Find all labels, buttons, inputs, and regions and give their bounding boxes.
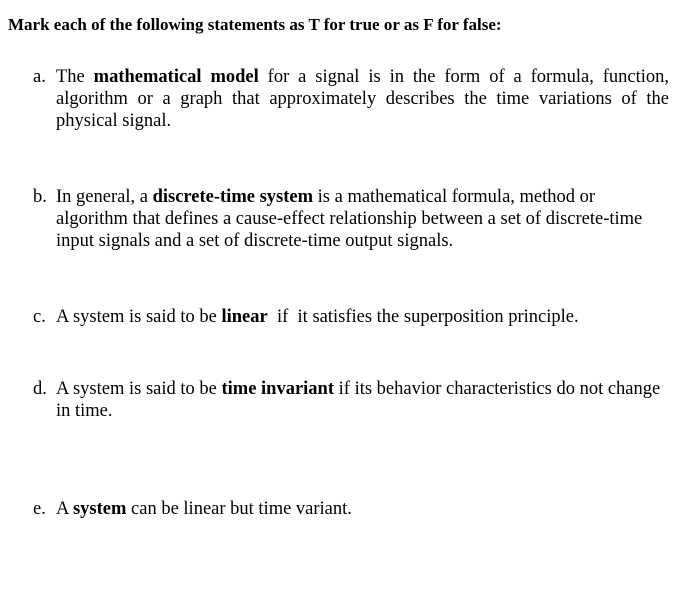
statement-text-pre: A system is said to be	[56, 307, 222, 327]
statement-text-post: is a mathematical formula, method or algorithm that defines a cause-effect relationship between a set of discrete-time input signals and a set of discrete-time output signals.	[56, 187, 643, 251]
statement-key-term: mathematical model	[93, 67, 259, 87]
statement-text	[56, 186, 669, 252]
statement-key-term: linear	[221, 307, 268, 327]
statement-key-term: time invariant	[221, 379, 335, 399]
statement-e	[33, 498, 669, 520]
statement-a	[33, 66, 669, 132]
statement-text	[56, 66, 669, 132]
statement-text	[56, 498, 669, 520]
statement-d	[33, 378, 669, 422]
statement-key-term: discrete-time system	[152, 187, 314, 207]
statement-text-post: can be linear but time variant.	[126, 499, 352, 519]
statement-marker: b.	[33, 187, 47, 207]
statement-marker: e.	[33, 499, 46, 519]
statement-text-post: for a signal is in the form of a formula, function, algorithm or a graph that approximately describes the time variations of the physical signal.	[56, 67, 670, 131]
statement-c	[33, 306, 669, 328]
statement-b	[33, 186, 669, 252]
statement-marker: a.	[33, 67, 46, 87]
instructions-heading: Mark each of the following statements as T for true or as F for false:	[8, 15, 502, 34]
statement-text-pre: A	[56, 499, 73, 519]
statement-text-pre: A system is said to be	[56, 379, 222, 399]
statement-marker: c.	[33, 307, 46, 327]
statement-marker: d.	[33, 379, 47, 399]
statement-text-post: if it satisfies the superposition principle.	[267, 307, 579, 327]
statement-text	[56, 306, 669, 328]
statement-text	[56, 378, 669, 422]
statement-text-post: if its behavior characteristics do not change in time.	[56, 379, 661, 421]
statement-text-pre: The	[56, 67, 94, 87]
statement-key-term: system	[72, 499, 127, 519]
statement-text-pre: In general, a	[56, 187, 153, 207]
